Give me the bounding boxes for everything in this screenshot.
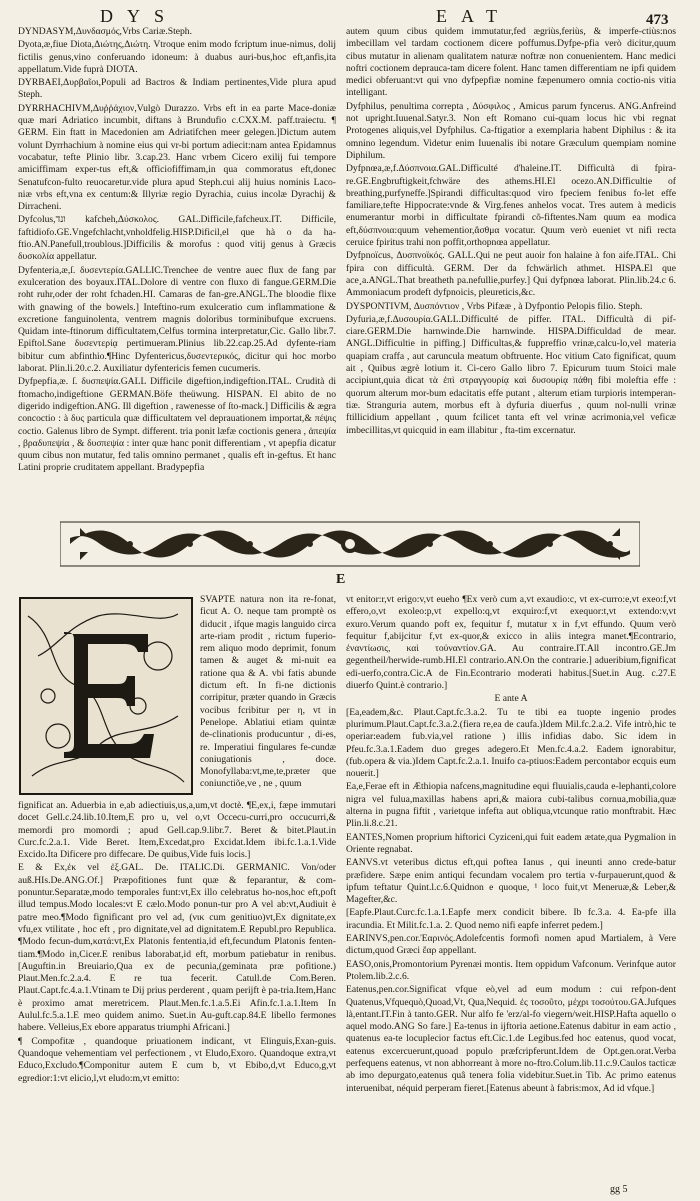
entry-dyndasym: DYNDASYM,Δυνδασμός,Vrbs Cariæ.Steph. bbox=[18, 26, 192, 37]
entry-dysuria: Dyfuria,æ,f.Δυσουρία.GALL.Difficulté de piffer. ITAL. Difficultà di pif-ciare.GERM.Die harnwinde.Die harnwinde. HISPA.Difficuldad de mear. ANGL.Difficultie in piffing.] Difficultas,& fuppreffio vrinæ,calcu-lo,vel materia quapiam craffa , aut caruncula meatum obftruente. Hoc vitium Cato fignificat, quum ait , Quibus ægrè lotium it. Ci-cero Gallo libro 7. Epicurum tuum Stoici male accipiunt,quia dicat τὰ ἐπὶ στραγγουρίᾳ καὶ δυσουρίᾳ πάθη fibi moleftia effe : quorum alterum mor-bum edacitatis effe putant , alterum etiam turpioris intemperan-tiæ. Stranguria autem, morbus eft à dyfuria diuerfus , quum nol-nulli vrinæ ftillicidium appellant , quum fcilicet tanta eft vel vrinæ acrimonia,vel veficæ imbecillitas,vt quicquid in eam illabitur , fta-tim excernatur. bbox=[346, 313, 676, 436]
running-head-right: EAT bbox=[436, 6, 511, 26]
entry-dyspontium: DYSPONTIVM, Δυσπόντιον , Vrbs Pifææ , à Dyfpontio Pelopis filio. Steph. bbox=[346, 300, 643, 312]
column-left-top bbox=[18, 26, 336, 476]
column-right-top bbox=[346, 26, 676, 438]
decorated-initial-e bbox=[18, 596, 194, 796]
entry-dysphilus: Dyfphilus, penultima correpta , Δύσφιλος , Amicus parum fyncerus. ANG.Anfreind not upright.Iuuenal.Satyr.3. Non eft Romano cui-quam locus hic vbi regnat Protogenes aliquis,vel Dyfphilus. Ca-ftigatior a exemplaria habent Diphilus : & ita omnino legendum. Videtur enim Iuuenalis ibi notare Græculum quempiam nomine Diphilum. bbox=[346, 100, 676, 161]
entry-earinus: EARINVS,pen.cor.Ἐαρινός.Adolefcentis formofi nomen apud Martialem, à Vere dictum,quod Græci ἔαρ appellant. bbox=[346, 933, 676, 957]
entry-ea-eadem: [Ea,eadem,&c. Plaut.Capt.fc.3.a.2. Tu te tibi ea tuopte ingenio prodes plurimum.Plaut.Capt.fc.3.a.2.(fiera re,ea de caufa.)Idem Mil.fc.2.a.2. Vife intrò,hic te operiar:eadem fub.via,vel ratione ) illis infidias dabo. Sic idem in Pfeu.fc.3.a.1.Eadem duo greges adegero.Et Men.fc.4.a.2. Eadem ignorabitur,(fub.opera & via.)Idem Capt.fc.2.a.1. Inuifo ca-ptiuos:Eadem percontabor ecquis eum nouerit.] bbox=[346, 706, 676, 780]
initial-column-text: SVAPTE natura non ita re-fonat, ficut A. O. neque tam promptè os diducit , ifque magis languido circa arte-riam prodit , rictum fuperio-rem aliquo modo deprimit, fonum tamen & auget & mi-nuit ea ratione qua & A. vbi fatis abunde dictum eft. In fi-ne dictionis corripitur, præter quando in Græcis vocibus fcribitur per η, vt in Penelope. Ablatiui etiam quintæ de-clinationis producuntur , di-es, re. Imperatiui fingulares fe-cundæ coniugationis , doce. Monofyllaba:vt,me,te,præter que coniunctiõe,ve , ne , quum bbox=[200, 594, 336, 790]
signature-mark: gg 5 bbox=[610, 1184, 628, 1195]
entry-e-cont: fignificat an. Aduerbia in e,ab adiectiuis,us,a,um,vt doctè. ¶E,ex,i, fæpe immutari docet Gell.c.24.lib.10.Item,E pro u, vel o,vt Occecu-curri,pro occucurri,& memordi pro momordi ; apud Gell.cap.9.libr.7. Beret & bitet.Plaut.in Curc.fc.2.a.1. Vide Beret. Item,Excedat,pro Excidat.Idem ibi.fc.1.a.1.Vide Excido.Ita Dificere pro diffecare. De quibus,Vide fuis locis.] bbox=[18, 800, 336, 861]
entry-easo: EASO,onis,Promontorium Pyrenæi montis. Item oppidum Vafconum. Verinfque autor Ptolem.lib.2.c.6. bbox=[346, 958, 676, 982]
entry-dyrrhachium: DYRRHACHIVM,Δυῤῥάχιον,Vulgò Durazzo. Vrbs eft in ea parte Mace-doniæ quæ mari Adriatico incumbit, diftans à Brundufio c.CXX.M. paff.traiectu. ¶ GERM. Ein ftatt in Macedonien am Adriatifchen meer gelegen.]Dictum autem volunt Dyrrhachium à nomine eius qui vr-bi portum adiecit:nam antea Epidamnus vocabatur, tefte Plinio libr. 3.cap.23. Hanc vrbem Cicero exilij fui tempore amiciffimam exper-tus eft,& officiofiffimam,in qua commoratus eft,donec Senatufcon-fulto reuocaretur.vide plura apud Steph.cui alij huius nominis Laco-niæ vrbs eft,vna ex centum:& Illyriæ regio Dyrachia, cuius incolæ Dyrachij & Dirracheni. bbox=[18, 102, 336, 213]
ornamental-band bbox=[60, 520, 640, 568]
entry-dyspnoicus: Dyfpnoïcus, Δυσπνοϊκός. GALL.Qui ne peut auoir fon halaine à fon aife.ITAL. Chi fpira con difficultà. GERM. Der da fchwärlich athmet. HISPA.El que ace¸a.ANGL.That breatheth pa.nefullie,purfey.] Qui dyfpnœa laborat. Plin.lib.24.c 6. Ammoniacum prodeft dyfpnoicis, pleureticis,&c. bbox=[346, 250, 676, 299]
column-right-bottom bbox=[346, 594, 676, 1096]
entry-e-ex: E & Ex,ἐκ vel ἐξ.GAL. De. ITALIC.Di. GERMANIC. Von/oder auß.HIs.De.ANG.Of.] Præpofitiones funt quæ & feparantur, & com-ponuntur.Separatæ,modo temporales funt:vt,Ex illo celebratus ho-nos,hoc eft,poft illud tempus.Modo locales:vt E cælo.Modo ponun-tur pro A vel ab:vt,Audiuit è patre meo.¶Modo fignificant pro vel ad, (νικ cum genitiuo)vt,Ex dignitate,ex vfu,ex vtilitate , hoc eft , pro dignitate,vel ad dignitatem.E Republ.pro Republica. ¶Modo fecun-dum,κατά:vt,Ex Platonis fententia,id eft,fecundum Platonis fenten-tiam.¶Modo in,Cicer.E renibus laborabat,id eft, morbum patiebatur in renibus.[Auguftin.in Breuiario,Qua ex de pecunia,(geminata præ pofitione.) Plaut.Men.fc.2.a.4. E re tua fecerit. Catull.de Com.Beren. Plaut.Capt.fc.4.a.1.Vtinam te Dij prius perderent , quam perijft è pa-tria.Item,Hanc è proximo amat meretricem. Plaut.Men.fc.1.a.5.Ei Afin.fc.1.a.1.Item In Aulul.fc.5.a.1.E meo quidem animo. Suet.in Au-guft.cap.84.E libello fermones habere. Velleius,Ex ebore apparatus triumphi Africani.] bbox=[18, 862, 336, 1034]
page-number: 473 bbox=[646, 12, 669, 28]
subheading-e-ante-a: E ante A bbox=[494, 693, 528, 705]
entry-dysenteria: Dyfenteria,æ,ſ. δυσεντερία.GALLIC.Trenchee de ventre auec flux de fang par exulceration des boyaux.ITAL.Dolore di ventre con fluxo di fangue.GERM.Die roht ruhr,oder der roht fchaden.HI. Camaras de fan-gre.ANGL.The bloodie flixe with gnawing of the bowels.] Inteftino-rum exulceratio cum inflammatione & excretione fanguinolenta, ventrem magnis doloribus torminibufque excruens. Quidam inte-ftinorum difficultatem,Celfus tormina interpretatur,Cic. Gallo libr.7. Epiftol.Sane δυσεντερίᾳ pertimueram.Plinius lib.22.cap.25.Ad dyfente-riam bibitur cum abfinthio.¶Hinc Dyfentericus,δυσεντερικός, dicitur qui hoc morbo laborat. Plin.li.20.c.2. Auxiliatur dyfentericis femen cucumeris. bbox=[18, 264, 336, 375]
entry-eale: Ea,e,Ferae eft in Æthiopia nafcens,magnitudine equi fluuialis,cauda e-lephanti,colore nigra vel fulua,maxillas habens apri,& maiora cubi-talibus cornua,mobilia,quæ alterna in pugna fiftit , varietque infefta aut obliqua,vtcunque ratio monftrabit. Hæc Plin.li.8.c.21. bbox=[346, 781, 676, 830]
column-left-bottom bbox=[18, 800, 336, 1086]
entry-dyspnoea: Dyfpnœa,æ,f.Δύσπνοια.GAL.Difficulté d'haleine.IT. Difficultà di fpira-re.GE.Engbruftigkeit,fchwäre des athems.HI.El ocezo.AN.Difficultie of breathing,purfyneffe.]Spirandi difficultas:quod viro fpeciem fenibus fo-let effe familiare,tefte Hippocrate:vnde & Virg.fenes anhelos vocat. Tres autem à medicis enumerantur morbi in difficultate fpirandi cõ-fiftentes.Nam quum ea modica eft,δύσπνοια:quum vehementior,ἄσθμα vocatur. Quum verò eueniet vt nifi recta ceruice fpiritus trahi non poffit,orthopnœa appellatur. bbox=[346, 163, 676, 249]
entry-eantes: EANTES,Nomen proprium hiftorici Cyziceni,qui fuit eadem ætate,qua Pygmalion in Oriente regnabat. bbox=[346, 831, 676, 855]
entry-compositae: ¶ Compofitæ , quandoque priuationem indicant, vt Elinguis,Exan-guis. Quandoque vehementiam vel perfectionem , vt Eludo,Exoro. Quandoque extra,vt Educo,Excludo.¶Componitur autem E cum b, vt Ebibo,d,vt Educo,g,vt egredior:1:vt elicio,l,vt eludo:m,vt emitto: bbox=[18, 1035, 336, 1084]
entry-eanus: EANVS.vt veteribus dictus eft,qui poftea Ianus , qui ineunti anno crede-batur præfidere. Sæpe enim antiqui fecundam vocalem pro tertia v-furpauerunt,quod & ipfum teftatur Quint.l.c.6.Quidnon e quoque, ¹ loco fuit,vt Meneruæ,& Leber,& Magefter,&c. bbox=[346, 857, 676, 906]
running-head-left: DYS bbox=[100, 6, 179, 26]
entry-dyota: Dyota,æ,fiue Diota,Διώτης,Διώτη. Vtroque enim modo fcriptum inue-nimus, dolij fictilis genus,vino conferuando idoneum: à duabus auri-bus,hoc eft,anfis,ita appellatum.Vide fuprà DIOTA. bbox=[18, 39, 336, 75]
entry-dyspepsia-cont: autem quum cibus quidem immutatur,fed ægriùs,feriùs, & imperfe-ctiùs:nos imbecillam vel tardam coctionem dicere poffumus.Dyfpe-pfia verò dicitur,quum cibus mutatur in alienam qualitatem naturæ noftræ non conuenientem. Hanc medici noftri coctionem deprauca-tam dicere folent. Hanc tamen differentiam ne ipfi quidem medici obferuant:vt qui vno dyfpepfiæ nomine fæpenumero omnia coctio-nis vitia intelligant. bbox=[346, 26, 676, 99]
entry-dyrbaei: DYRBAEI,Δυρβαῖοι,Populi ad Bactros & Indiam pertinentes,Vide plura apud Steph. bbox=[18, 77, 336, 101]
entry-eapse: [Eapfe.Plaut.Curc.fc.1.a.1.Eapfe merx condicit bibere. Ib fc.3.a. 4. Ea-pfe illa iracundia. Et Milit.fc.1.a. 2. Quod nemo nifi eapfe inferret pedem.] bbox=[346, 907, 676, 931]
section-letter: E bbox=[336, 572, 346, 587]
entry-dyscolus: Dyfcolus,ונד kafcheh,Δύσκολος. GAL.Difficile,fafcheux.IT. Difficile, faftidiofo.GE.Vngefchlacht,vnholdfelig.HISP.Dificil,el que hà o da ha-ftio.AN.Panefull,troublous.]Difficilis & morofus : quod vitij genus à Græcis δυσκολία appellatur. bbox=[18, 214, 336, 263]
entry-ex-compounds: vt enitor:r,vt erigo:v,vt eueho ¶Ex verò cum a,vt exaudio:c, vt ex-curro:e,vt exeo:f,vt effero,o,vt exoleo:p,vt expello:q,vt exquiro:f,vt exequor:t,vt extendo:v,vt exuro.Verum quando poft ex, fequitur f, mutatur x in f,vt effundo. Quum verò fequitur f,abijcitur f,vt ex-quor,& exicco in aliis integra manet.¶Econtrario, ἐναντίωσις, καὶ τοὐναντίον.GA. Au contraire.IT.All incontro.GE.Jm gegentheil/herwide-rumb.HI.El contrario.AN.On the contrarie.] adueribium,fignificat edi-uerfo,contra.Cic.A de Fin.Econtrario moderati habitus.[Suet.in Aug. c.27.E diuerfo Quint.è contrario.] bbox=[346, 594, 676, 692]
entry-dyspepsia: Dyfpepfia,æ. ſ. δυσπεψία.GALL Difficile digeftion,indigeftion.ITAL. Crudità di ftomacho,indigeftione GERMAN.Böfe theüwung. HISPAN. El abito de no digerido indigeftion.ANG. Ill digeftion , rawenesse of ſto-mack.] Difficilis & ægra concoctio : à δυς particula quæ difficultatem vel deprauationem importat,& πέψις coctio. Galenus libro de Sympt. different. tria ponit læfæ coctionis genera , ἀπεψία , βραδυπεψία , & δυσπεψία : inter quæ hanc ponit differentiam , vt apepfia dicatur quum cibus non mutatur, fed talis omnino permanet , qualis eft in-geftus. Et hanc Latini proprie cruditatem appellant. Bradypepfia bbox=[18, 376, 336, 474]
entry-eatenus: Eatenus,pen.cor.Significat vfque eò,vel ad eum modum : cui refpon-dent Quatenus,Vfquequò,Quoad,Vt, Qua,Nequid. ἐς τοσοῦτο, μέχρι τοσούτου.GA.Jufques là,entant.IT.Fin à tanto.GER. Nur alfo fe 'erz/al-fo viegern/weit.HISP.Hafta aquello o aquel modo.ANG So fare.] Ea-tenus in ijftoria aetione.Eatenus dabitur in eam actio , quatenus ea-te locuplecior factus eft.Cic.1.de Legibus.fed hoc eatenus, quod vocat, eatenus excercuerunt,quoad populo præfcripferunt.Idem de Opt.gen.orat.Verba perfequens eatenus, vt non abhorreant à more no-ftro.Colum.lib.11.c.9.Caulos tacticæ ab imo depurgato,eatenus quâ tenera folia videbitur.Suet.in Tib. Ac primo eatenus interuenibat, néquid perperam fieret.[Eatenus abeunt à fabris:mox, Ad id vfque.] bbox=[346, 984, 676, 1094]
